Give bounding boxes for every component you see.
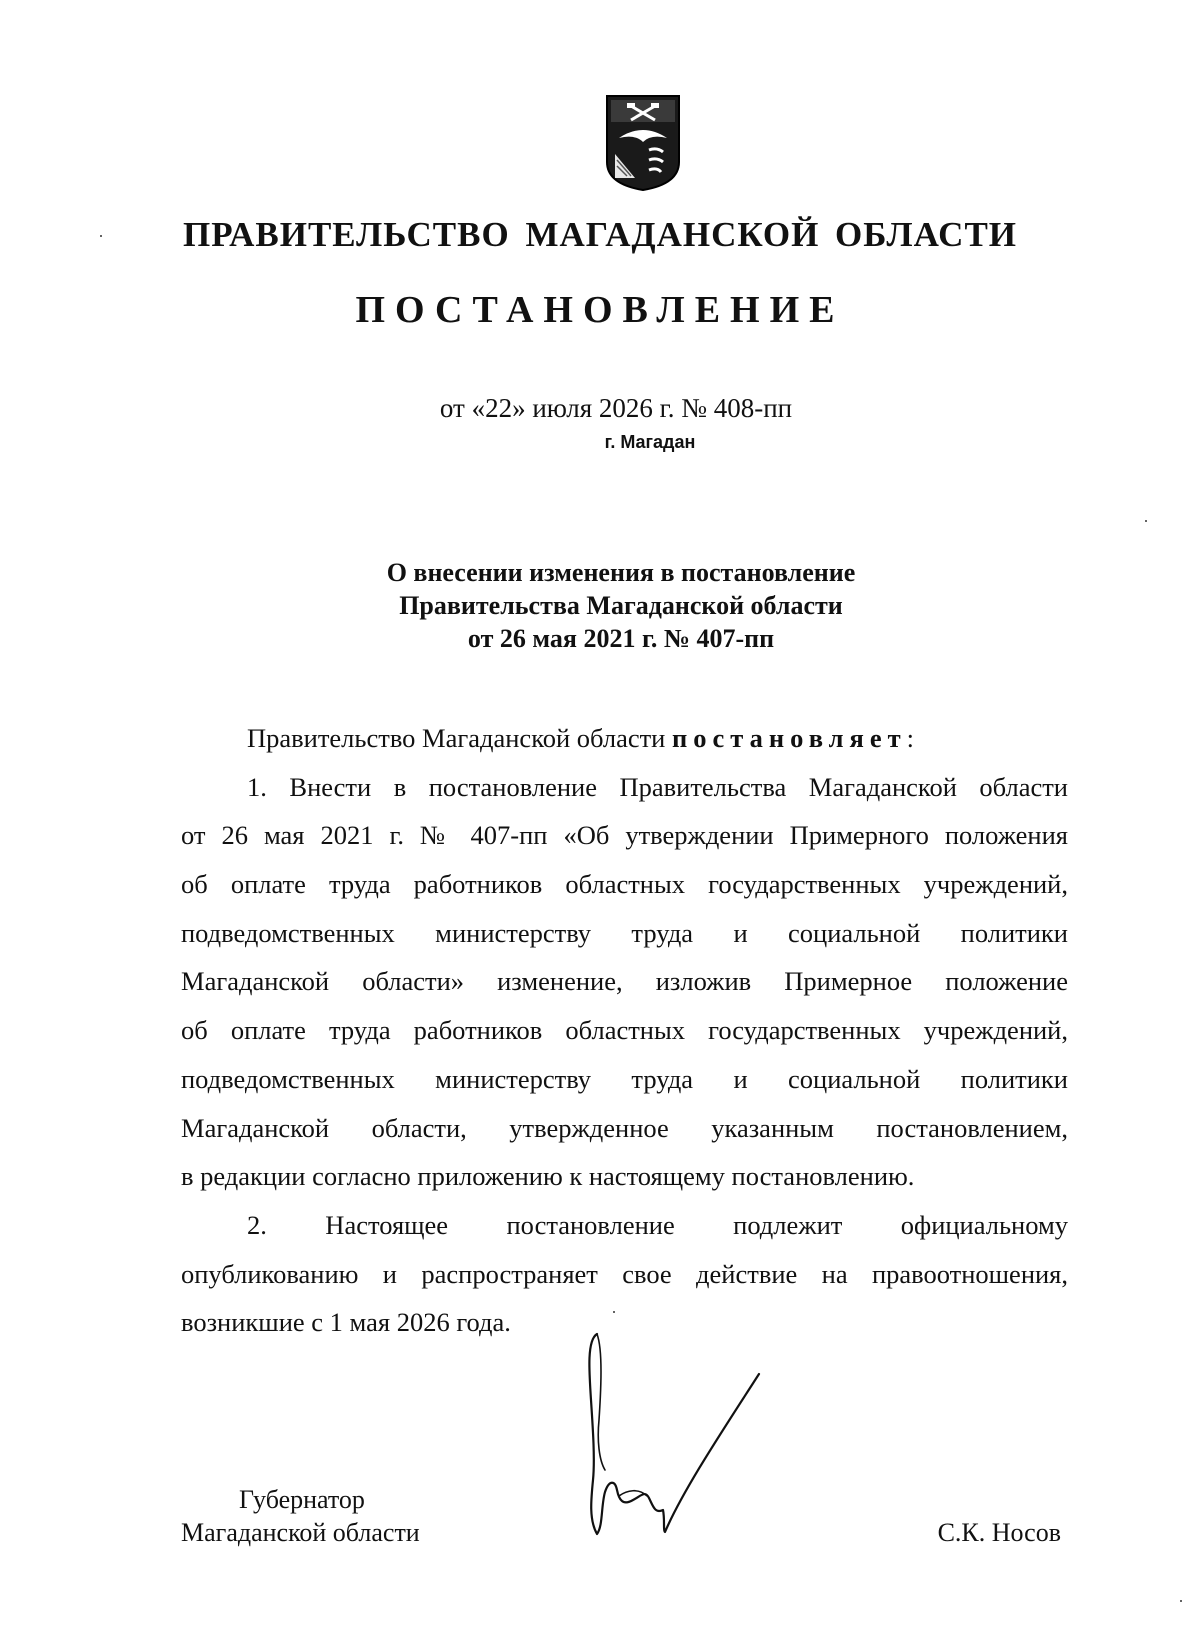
intro-lead: Правительство Магаданской области (247, 723, 666, 753)
paragraph-line: Магаданской области, утвержденное указанным постановлением, (181, 1112, 1068, 1143)
paragraph-line: возникшие с 1 мая 2026 года. (181, 1307, 511, 1338)
signature-scribble-icon (583, 1330, 798, 1540)
intro-line (181, 718, 1068, 767)
signatory-position-line: Магаданской области (181, 1518, 420, 1547)
paragraph-line: Магаданской области» изменение, изложив Примерное положение (181, 966, 1068, 997)
paragraph-line: 1. Внести в постановление Правительства Магаданской области (247, 771, 1068, 802)
paragraph-line: опубликованию и распространяет свое действие на правоотношения, (181, 1258, 1068, 1289)
intro-colon: : (906, 723, 915, 753)
scan-speck (1145, 520, 1147, 522)
subject-line: Правительства Магаданской области (399, 591, 843, 620)
document-type: ПОСТАНОВЛЕНИЕ (355, 289, 845, 331)
intro-verb: постановляет (671, 723, 907, 753)
paragraph-line: об оплате труда работников областных государственных учреждений, (181, 869, 1068, 900)
scan-speck (613, 1311, 615, 1313)
coat-of-arms-icon (605, 94, 681, 192)
handwritten-signature (583, 1330, 798, 1540)
signatory-position-line: Губернатор (239, 1485, 365, 1514)
document-city: г. Магадан (604, 432, 696, 452)
scan-speck (1180, 1600, 1182, 1602)
paragraph-line: подведомственных министерству труда и социальной политики (181, 917, 1068, 948)
paragraph-line: подведомственных министерству труда и социальной политики (181, 1063, 1068, 1094)
issuer-title: ПРАВИТЕЛЬСТВО МАГАДАНСКОЙ ОБЛАСТИ (182, 215, 1018, 254)
subject-line: от 26 мая 2021 г. № 407-пп (467, 624, 775, 653)
signatory-name: С.К. Носов (937, 1518, 1061, 1547)
document-subject (0, 556, 1200, 655)
paragraph-line: об оплате труда работников областных государственных учреждений, (181, 1015, 1068, 1046)
document-body (181, 718, 1068, 1351)
subject-line: О внесении изменения в постановление (386, 558, 856, 587)
scan-speck (100, 235, 102, 237)
paragraph-line: 2. Настоящее постановление подлежит официальному (247, 1209, 1068, 1240)
signatory-position (181, 1483, 420, 1549)
coat-of-arms-emblem (605, 94, 681, 192)
paragraph-line: от 26 мая 2021 г. № 407-пп «Об утверждении Примерного положения (181, 820, 1068, 851)
document-date-number: от «22» июля 2026 г. № 408-пп (439, 393, 793, 423)
paragraph-line: в редакции согласно приложению к настоящему постановлению. (181, 1161, 915, 1192)
